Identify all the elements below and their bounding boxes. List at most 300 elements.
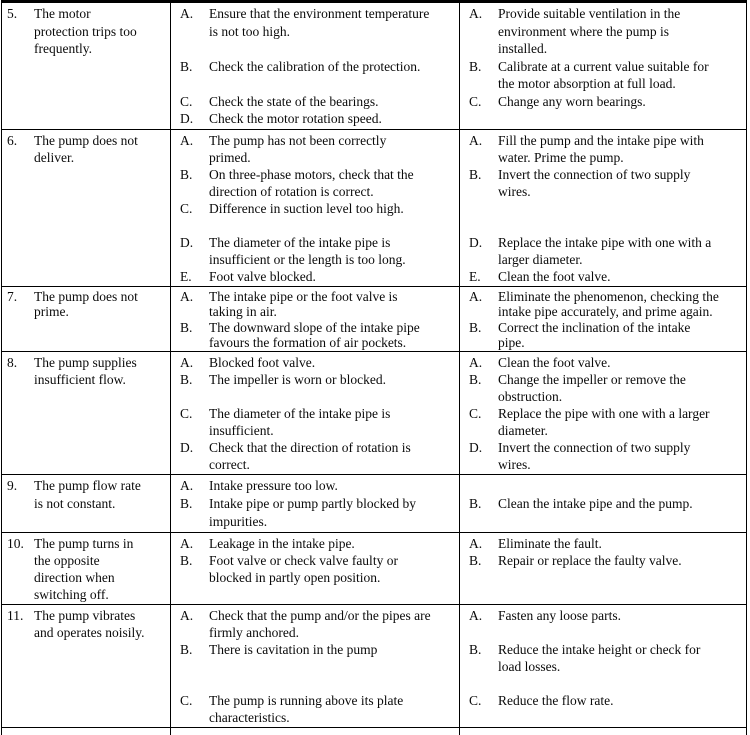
- remedies-line: [469, 371, 744, 388]
- causes-text: [209, 217, 457, 234]
- problem-text: insufficient flow.: [34, 372, 126, 387]
- causes-text: Foot valve blocked.: [209, 269, 316, 284]
- table-row: [2, 605, 746, 728]
- causes-cell: [171, 352, 460, 474]
- remedies-text: Fasten any loose parts.: [498, 608, 621, 623]
- remedies-text: wires.: [498, 457, 531, 472]
- remedies-line: [469, 535, 744, 552]
- item-label: A.: [180, 536, 194, 551]
- problem-text: and operates noisily.: [34, 625, 145, 640]
- remedies-text: Fill the pump and the intake pipe with: [498, 133, 704, 148]
- causes-text: firmly anchored.: [209, 625, 299, 640]
- remedies-line: [469, 335, 744, 350]
- problem-line: [7, 477, 170, 495]
- table-row: [2, 352, 746, 475]
- problem-line: [7, 569, 170, 586]
- item-label: [469, 75, 498, 93]
- item-label: [469, 422, 498, 439]
- item-label: C.: [469, 93, 482, 109]
- causes-text: Check that the direction of rotation is: [209, 440, 411, 455]
- remedies-text: Change the impeller or remove the: [498, 372, 686, 387]
- remedies-text: installed.: [498, 41, 548, 57]
- remedies-text: Change any worn bearings.: [498, 93, 646, 109]
- remedies-text: Clean the intake pipe and the pump.: [498, 495, 693, 511]
- problem-line: [7, 304, 170, 319]
- causes-line: [180, 354, 457, 371]
- problem-number: [7, 149, 34, 166]
- problem-number: [7, 371, 34, 388]
- causes-text: Ensure that the environment temperature: [209, 6, 430, 21]
- item-label: [180, 513, 209, 531]
- item-label: D.: [469, 440, 483, 455]
- item-label: B.: [469, 553, 482, 568]
- remedies-text: pipe.: [498, 334, 525, 350]
- remedies-text: obstruction.: [498, 389, 563, 404]
- causes-line: [180, 675, 457, 692]
- problem-text: The pump does not: [34, 133, 138, 148]
- causes-line: [180, 23, 457, 41]
- item-label: B.: [469, 642, 482, 657]
- causes-cell: [171, 533, 460, 604]
- remedies-line: [469, 658, 744, 675]
- problem-text: protection trips too: [34, 23, 137, 39]
- remedies-text: [498, 477, 744, 495]
- remedies-line: [469, 251, 744, 268]
- remedies-line: [469, 675, 744, 692]
- remedies-line: [469, 607, 744, 624]
- remedies-line: [469, 234, 744, 251]
- problem-line: [7, 607, 170, 624]
- remedies-line: [469, 5, 744, 23]
- item-label: [180, 422, 209, 439]
- item-label: D.: [180, 235, 194, 250]
- causes-line: [180, 335, 457, 350]
- remedies-line: [469, 439, 744, 456]
- remedies-text: Replace the intake pipe with one with a: [498, 235, 712, 250]
- item-label: [180, 624, 209, 641]
- problem-number: 10.: [7, 536, 24, 551]
- remedies-text: intake pipe accurately, and prime again.: [498, 304, 713, 320]
- remedies-text: Reduce the flow rate.: [498, 693, 614, 708]
- remedies-text: Invert the connection of two supply: [498, 167, 691, 182]
- problem-number: [7, 495, 34, 513]
- item-label: A.: [469, 6, 483, 21]
- item-label: [180, 709, 209, 726]
- causes-text: taking in air.: [209, 304, 277, 320]
- causes-text: primed.: [209, 150, 251, 165]
- causes-text: Intake pipe or pump partly blocked by: [209, 495, 416, 511]
- remedies-text: Correct the inclination of the intake: [498, 319, 691, 335]
- remedies-line: [469, 388, 744, 405]
- causes-line: [180, 183, 457, 200]
- item-label: [469, 251, 498, 268]
- problem-text: deliver.: [34, 150, 75, 165]
- remedies-line: [469, 23, 744, 41]
- causes-text: Foot valve or check valve faulty or: [209, 553, 398, 568]
- item-label: A.: [180, 478, 194, 493]
- item-label: A.: [180, 289, 194, 304]
- item-label: [469, 388, 498, 405]
- item-label: A.: [180, 6, 194, 21]
- problem-line: [7, 289, 170, 304]
- causes-text: Check that the pump and/or the pipes are: [209, 608, 431, 623]
- problem-number: [7, 40, 34, 58]
- problem-cell: [2, 533, 171, 604]
- item-label: D.: [180, 111, 194, 127]
- causes-line: [180, 495, 457, 513]
- truncated-cell: [171, 728, 460, 735]
- item-label: A.: [469, 289, 483, 304]
- remedies-line: [469, 166, 744, 183]
- remedies-text: [498, 217, 744, 234]
- causes-text: [209, 658, 457, 675]
- item-label: B.: [180, 553, 193, 568]
- item-label: A.: [180, 133, 194, 148]
- causes-line: [180, 371, 457, 388]
- table-row: [2, 130, 746, 287]
- causes-line: [180, 217, 457, 234]
- causes-cell: [171, 3, 460, 129]
- causes-cell: [171, 130, 460, 286]
- item-label: [469, 304, 498, 319]
- item-label: [469, 149, 498, 166]
- item-label: E.: [469, 269, 481, 284]
- causes-line: [180, 110, 457, 128]
- item-label: B.: [469, 372, 482, 387]
- remedies-line: [469, 624, 744, 641]
- item-label: C.: [180, 406, 193, 421]
- problem-text: The motor: [34, 6, 91, 21]
- problem-number: 6.: [7, 133, 18, 148]
- item-label: C.: [469, 406, 482, 421]
- remedies-line: [469, 268, 744, 285]
- causes-line: [180, 5, 457, 23]
- causes-line: [180, 132, 457, 149]
- item-label: A.: [469, 608, 483, 623]
- remedies-cell: [460, 287, 746, 351]
- remedies-line: [469, 289, 744, 304]
- remedies-line: [469, 217, 744, 234]
- remedies-line: [469, 495, 744, 513]
- remedies-cell: [460, 475, 746, 532]
- remedies-line: [469, 456, 744, 473]
- remedies-line: [469, 304, 744, 319]
- item-label: [469, 23, 498, 41]
- item-label: A.: [469, 133, 483, 148]
- truncated-cell: [2, 728, 171, 735]
- table-row: [2, 475, 746, 533]
- remedies-line: [469, 40, 744, 58]
- remedies-cell: [460, 3, 746, 129]
- item-label: B.: [180, 319, 193, 335]
- problem-cell: [2, 287, 171, 351]
- table-row: [2, 3, 746, 130]
- table-row: [2, 287, 746, 352]
- causes-text: correct.: [209, 457, 250, 472]
- item-label: [180, 335, 209, 350]
- remedies-cell: [460, 533, 746, 604]
- problem-line: [7, 132, 170, 149]
- remedies-text: diameter.: [498, 423, 548, 438]
- causes-line: [180, 552, 457, 569]
- causes-line: [180, 388, 457, 405]
- item-label: C.: [469, 693, 482, 708]
- causes-text: Difference in suction level too high.: [209, 201, 404, 216]
- causes-line: [180, 513, 457, 531]
- item-label: C.: [180, 693, 193, 708]
- causes-line: [180, 304, 457, 319]
- item-label: [180, 569, 209, 586]
- causes-line: [180, 320, 457, 335]
- problem-line: [7, 495, 170, 513]
- problem-line: [7, 624, 170, 641]
- problem-number: 5.: [7, 6, 18, 21]
- item-label: [180, 183, 209, 200]
- item-label: D.: [469, 235, 483, 250]
- causes-cell: [171, 605, 460, 727]
- causes-text: On three-phase motors, check that the: [209, 167, 414, 182]
- item-label: B.: [469, 167, 482, 182]
- causes-line: [180, 439, 457, 456]
- causes-text: [209, 75, 457, 93]
- item-label: [180, 40, 209, 58]
- item-label: B.: [180, 642, 193, 657]
- remedies-cell: [460, 130, 746, 286]
- item-label: [180, 658, 209, 675]
- causes-line: [180, 709, 457, 726]
- problem-cell: [2, 605, 171, 727]
- causes-line: [180, 58, 457, 76]
- item-label: C.: [180, 93, 193, 109]
- problem-text: prime.: [34, 304, 69, 320]
- item-label: [180, 149, 209, 166]
- remedies-text: Repair or replace the faulty valve.: [498, 553, 682, 568]
- item-label: [180, 456, 209, 473]
- item-label: [180, 304, 209, 319]
- causes-line: [180, 607, 457, 624]
- causes-line: [180, 569, 457, 586]
- problem-cell: [2, 352, 171, 474]
- item-label: A.: [180, 355, 194, 370]
- item-label: E.: [180, 269, 192, 284]
- remedies-text: Reduce the intake height or check for: [498, 642, 701, 657]
- problem-number: [7, 569, 34, 586]
- item-label: A.: [469, 536, 483, 551]
- remedies-line: [469, 93, 744, 111]
- item-label: [469, 675, 498, 692]
- remedies-line: [469, 422, 744, 439]
- problem-text: The pump does not: [34, 289, 138, 304]
- item-label: B.: [180, 58, 193, 74]
- problem-line: [7, 149, 170, 166]
- item-label: [469, 335, 498, 350]
- problem-text: switching off.: [34, 587, 109, 602]
- causes-text: favours the formation of air pockets.: [209, 334, 407, 350]
- causes-line: [180, 234, 457, 251]
- causes-text: characteristics.: [209, 710, 290, 725]
- remedies-text: water. Prime the pump.: [498, 150, 624, 165]
- remedies-line: [469, 58, 744, 76]
- remedies-text: Calibrate at a current value suitable for: [498, 58, 709, 74]
- causes-text: The diameter of the intake pipe is: [209, 406, 391, 421]
- causes-text: Leakage in the intake pipe.: [209, 536, 355, 551]
- item-label: [469, 456, 498, 473]
- causes-text: impurities.: [209, 513, 268, 529]
- problem-line: [7, 23, 170, 41]
- causes-text: insufficient or the length is too long.: [209, 252, 406, 267]
- causes-cell: [171, 475, 460, 532]
- causes-text: blocked in partly open position.: [209, 570, 381, 585]
- item-label: [180, 251, 209, 268]
- problem-cell: [2, 475, 171, 532]
- remedies-line: [469, 75, 744, 93]
- causes-text: [209, 40, 457, 58]
- problem-text: frequently.: [34, 41, 92, 57]
- item-label: [180, 75, 209, 93]
- problem-cell: [2, 130, 171, 286]
- causes-text: The intake pipe or the foot valve is: [209, 289, 398, 304]
- item-label: [469, 183, 498, 200]
- problem-line: [7, 535, 170, 552]
- causes-text: insufficient.: [209, 423, 274, 438]
- remedies-text: load losses.: [498, 659, 561, 674]
- item-label: [180, 23, 209, 41]
- causes-line: [180, 624, 457, 641]
- problem-line: [7, 5, 170, 23]
- troubleshooting-table: [1, 0, 747, 735]
- problem-text: The pump vibrates: [34, 608, 136, 623]
- item-label: [469, 658, 498, 675]
- remedies-line: [469, 405, 744, 422]
- item-label: [180, 675, 209, 692]
- remedies-text: Replace the pipe with one with a larger: [498, 406, 710, 421]
- item-label: [469, 477, 498, 495]
- remedies-text: larger diameter.: [498, 252, 583, 267]
- causes-line: [180, 166, 457, 183]
- item-label: D.: [180, 440, 194, 455]
- causes-text: The pump is running above its plate: [209, 693, 404, 708]
- remedies-line: [469, 200, 744, 217]
- causes-text: is not too high.: [209, 23, 291, 39]
- remedies-text: Clean the foot valve.: [498, 355, 611, 370]
- item-label: B.: [180, 372, 193, 387]
- remedies-line: [469, 692, 744, 709]
- truncated-row: [2, 728, 746, 735]
- causes-text: Check the state of the bearings.: [209, 93, 379, 109]
- causes-text: Check the motor rotation speed.: [209, 111, 382, 127]
- causes-text: There is cavitation in the pump: [209, 642, 378, 657]
- problem-text: direction when: [34, 570, 115, 585]
- problem-number: 7.: [7, 289, 18, 304]
- problem-number: 8.: [7, 355, 18, 370]
- problem-number: [7, 624, 34, 641]
- causes-line: [180, 405, 457, 422]
- remedies-text: [498, 675, 744, 692]
- item-label: C.: [180, 201, 193, 216]
- remedies-line: [469, 477, 744, 495]
- causes-text: The pump has not been correctly: [209, 133, 387, 148]
- causes-line: [180, 692, 457, 709]
- problem-number: [7, 586, 34, 603]
- problem-text: The pump flow rate: [34, 478, 141, 493]
- causes-text: Blocked foot valve.: [209, 355, 316, 370]
- item-label: B.: [469, 58, 482, 74]
- causes-cell: [171, 287, 460, 351]
- remedies-text: [498, 624, 744, 641]
- remedies-text: Provide suitable ventilation in the: [498, 6, 681, 21]
- causes-line: [180, 289, 457, 304]
- problem-number: [7, 23, 34, 41]
- problem-line: [7, 40, 170, 58]
- remedies-text: wires.: [498, 184, 531, 199]
- problem-text: The pump turns in: [34, 536, 134, 551]
- item-label: A.: [469, 355, 483, 370]
- causes-line: [180, 75, 457, 93]
- problem-text: the opposite: [34, 553, 100, 568]
- causes-text: direction of rotation is correct.: [209, 184, 374, 199]
- causes-line: [180, 658, 457, 675]
- remedies-text: Eliminate the fault.: [498, 536, 602, 551]
- causes-line: [180, 477, 457, 495]
- causes-text: Intake pressure too low.: [209, 478, 338, 493]
- item-label: [469, 40, 498, 58]
- problem-text: is not constant.: [34, 495, 116, 511]
- item-label: [469, 624, 498, 641]
- item-label: [469, 217, 498, 234]
- item-label: [469, 200, 498, 217]
- causes-text: The downward slope of the intake pipe: [209, 319, 420, 335]
- causes-line: [180, 535, 457, 552]
- problem-line: [7, 552, 170, 569]
- causes-text: [209, 675, 457, 692]
- item-label: [180, 388, 209, 405]
- problem-cell: [2, 3, 171, 129]
- remedies-line: [469, 641, 744, 658]
- causes-line: [180, 149, 457, 166]
- causes-text: [209, 388, 457, 405]
- remedies-cell: [460, 352, 746, 474]
- causes-text: The impeller is worn or blocked.: [209, 372, 386, 387]
- item-label: A.: [180, 608, 194, 623]
- table-row: [2, 533, 746, 605]
- causes-line: [180, 251, 457, 268]
- remedies-line: [469, 552, 744, 569]
- problem-line: [7, 354, 170, 371]
- causes-line: [180, 641, 457, 658]
- problem-number: 11.: [7, 608, 24, 623]
- causes-line: [180, 40, 457, 58]
- remedies-line: [469, 149, 744, 166]
- causes-line: [180, 422, 457, 439]
- remedies-line: [469, 320, 744, 335]
- remedies-text: [498, 200, 744, 217]
- causes-line: [180, 200, 457, 217]
- remedies-line: [469, 183, 744, 200]
- causes-line: [180, 93, 457, 111]
- problem-number: 9.: [7, 478, 18, 493]
- causes-line: [180, 456, 457, 473]
- remedies-line: [469, 132, 744, 149]
- problem-number: [7, 552, 34, 569]
- remedies-text: Clean the foot valve.: [498, 269, 611, 284]
- item-label: [180, 217, 209, 234]
- remedies-line: [469, 354, 744, 371]
- remedies-text: Invert the connection of two supply: [498, 440, 691, 455]
- remedies-text: environment where the pump is: [498, 23, 669, 39]
- remedies-text: Eliminate the phenomenon, checking the: [498, 289, 719, 304]
- causes-text: Check the calibration of the protection.: [209, 58, 421, 74]
- problem-line: [7, 586, 170, 603]
